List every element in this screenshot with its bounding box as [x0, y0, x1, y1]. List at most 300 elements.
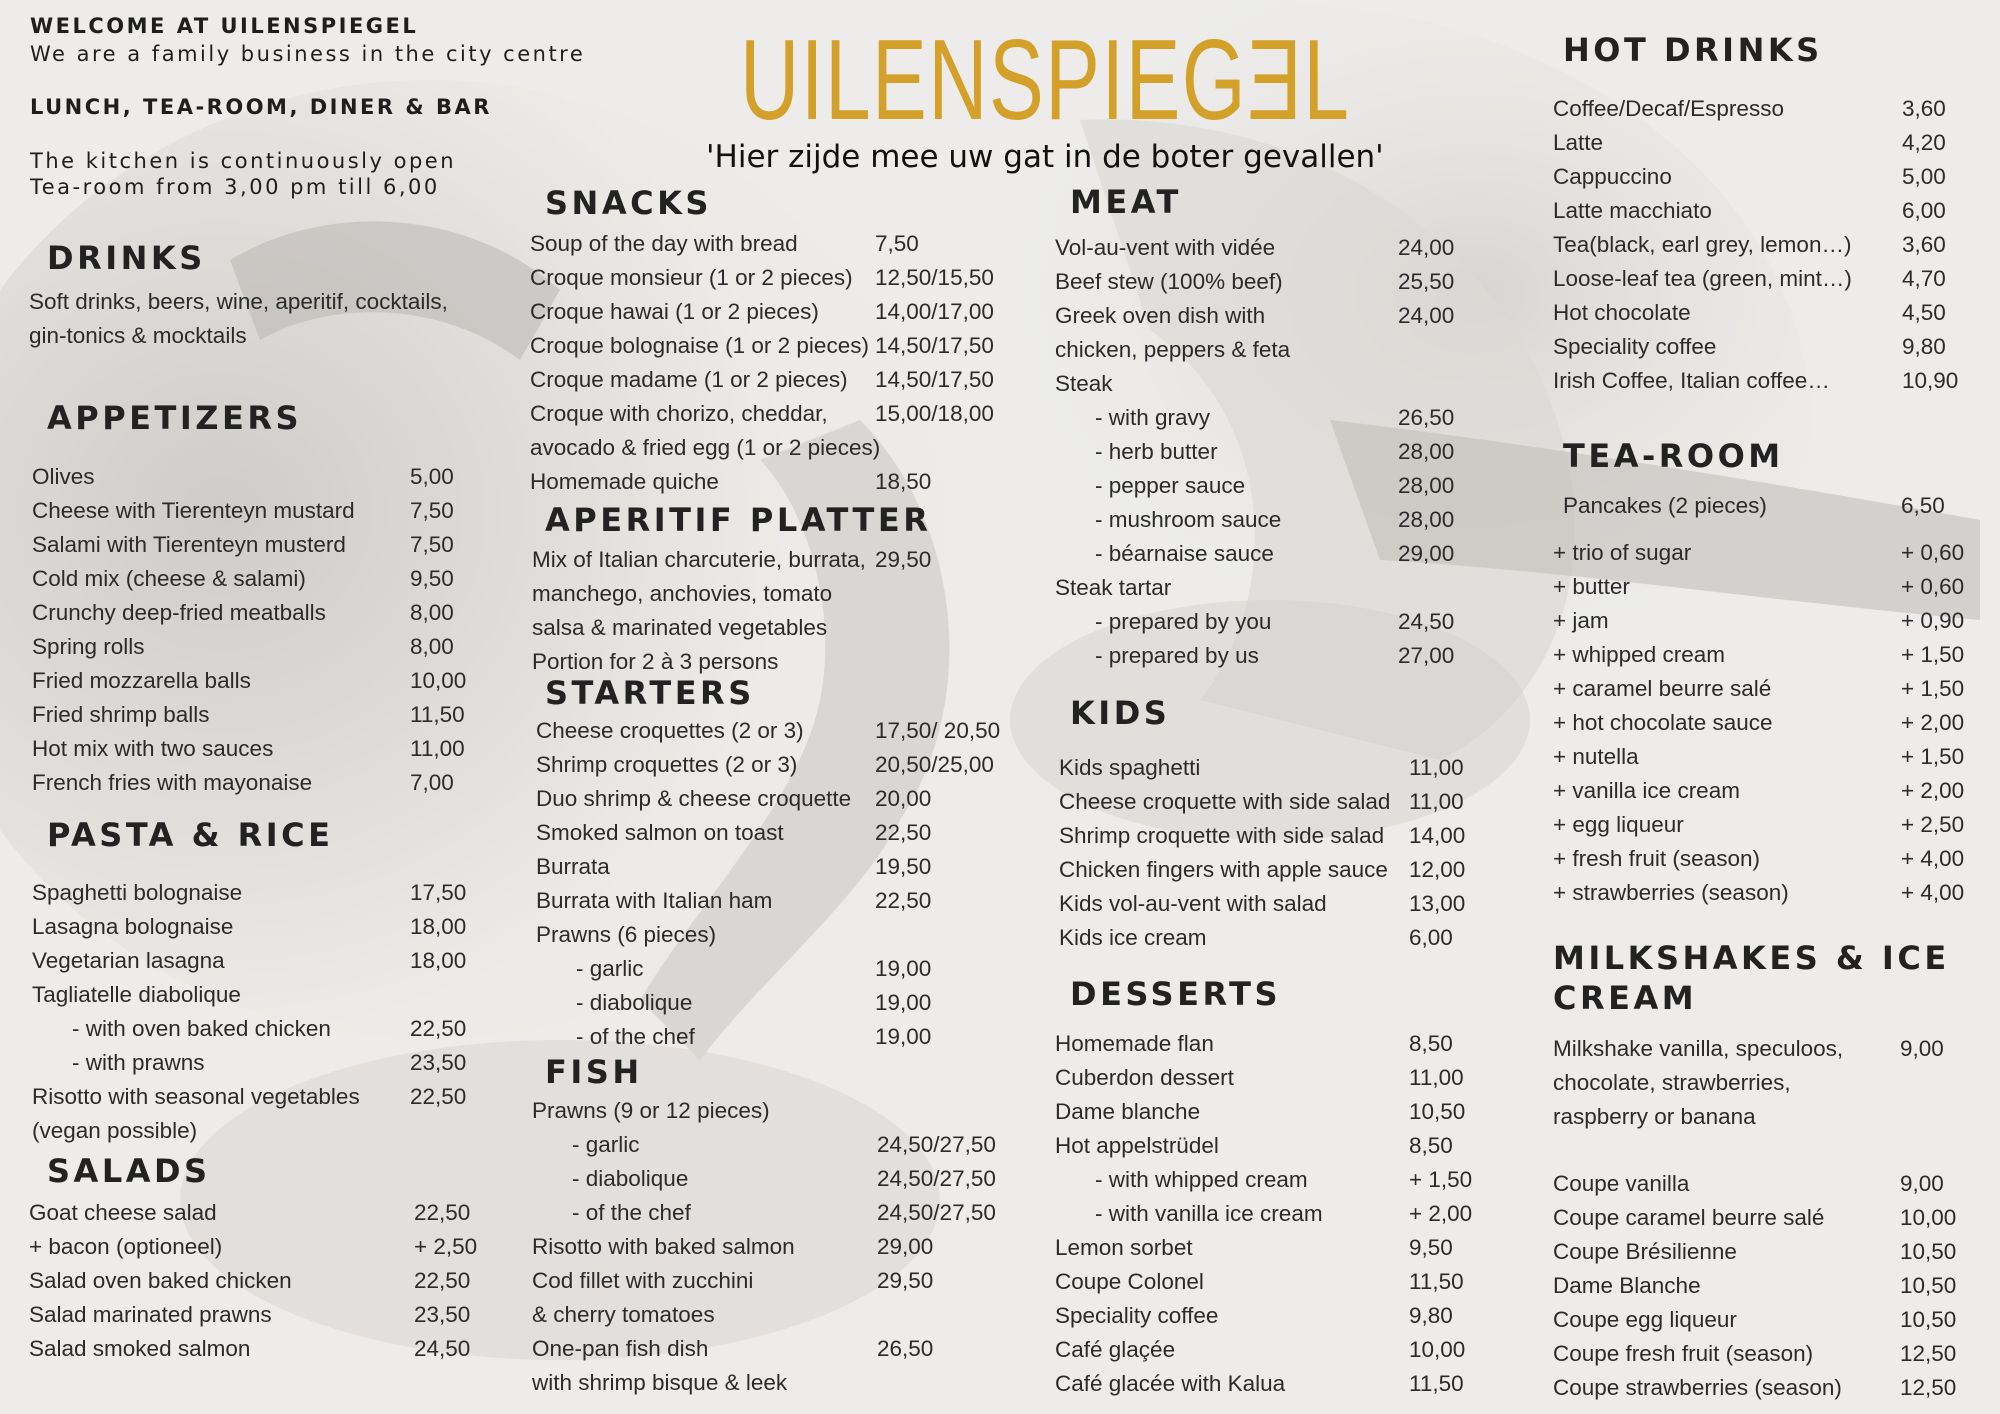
list-item: [1055, 503, 1495, 537]
list-item: [1055, 401, 1495, 435]
item-price: 24,50: [1398, 609, 1455, 634]
item-price: + 1,50: [1901, 642, 1965, 667]
list-item: [532, 1332, 1012, 1366]
list-item: [1553, 126, 1983, 160]
item-price: 11,50: [410, 702, 465, 727]
pancakes-row: [1563, 489, 1983, 523]
list-item: [1553, 194, 1983, 228]
item-name: Latte: [1553, 130, 1604, 155]
item-name: Coupe Colonel: [1055, 1269, 1204, 1294]
item-name: Coupe strawberries (season): [1553, 1375, 1842, 1400]
list-item: [530, 227, 1010, 261]
item-price: 11,00: [1409, 755, 1464, 780]
item-price: 8,50: [1409, 1133, 1453, 1158]
item-name: - garlic: [576, 956, 644, 981]
item-price: 7,50: [875, 231, 919, 256]
item-price: + 2,00: [1901, 778, 1965, 803]
item-price: 29,50: [875, 547, 932, 572]
list-item: [1553, 842, 1988, 876]
list-item: [1553, 1032, 1988, 1066]
meat-heading: MEAT: [1070, 183, 1182, 221]
item-price: 9,00: [1900, 1036, 1944, 1061]
list-item: [32, 910, 472, 944]
item-price: 11,00: [1409, 789, 1464, 814]
snacks-heading: SNACKS: [545, 184, 712, 222]
item-name: Lasagna bolognaise: [32, 914, 234, 939]
list-item: [1055, 1231, 1495, 1265]
item-name: Pancakes (2 pieces): [1563, 493, 1767, 518]
item-price: 18,00: [410, 914, 467, 939]
item-name: Crunchy deep-fried meatballs: [32, 600, 326, 625]
list-item: [1055, 1061, 1495, 1095]
list-item: [1055, 1027, 1495, 1061]
list-item: [532, 577, 1012, 611]
item-price: 25,50: [1398, 269, 1455, 294]
list-item: [32, 732, 472, 766]
tearoom-heading: TEA-ROOM: [1563, 437, 1784, 475]
item-name: (vegan possible): [32, 1118, 198, 1143]
item-price: 29,00: [1398, 541, 1455, 566]
list-item: [1553, 1235, 1988, 1269]
fish-heading: FISH: [545, 1053, 643, 1091]
item-name: - pepper sauce: [1095, 473, 1246, 498]
welcome-heading: WELCOME AT UILENSPIEGEL: [30, 14, 419, 38]
item-price: 6,00: [1902, 198, 1946, 223]
list-item: [1553, 262, 1983, 296]
list-item: [1055, 367, 1495, 401]
item-name: Beef stew (100% beef): [1055, 269, 1283, 294]
item-price: 26,50: [877, 1336, 934, 1361]
item-price: 19,00: [875, 1024, 932, 1049]
item-name: Shrimp croquette with side salad: [1059, 823, 1385, 848]
item-price: 29,50: [877, 1268, 934, 1293]
item-price: 28,00: [1398, 439, 1455, 464]
list-item: [530, 295, 1010, 329]
item-price: 8,00: [410, 634, 454, 659]
list-item: [32, 876, 472, 910]
list-item: [1553, 92, 1983, 126]
item-name: Salad smoked salmon: [29, 1336, 251, 1361]
item-name: Spring rolls: [32, 634, 145, 659]
item-price: 5,00: [1902, 164, 1946, 189]
item-price: 24,50/27,50: [877, 1166, 996, 1191]
item-name: Greek oven dish with: [1055, 303, 1266, 328]
item-price: 5,00: [410, 464, 454, 489]
item-name: Kids spaghetti: [1059, 755, 1201, 780]
item-name: - of the chef: [576, 1024, 695, 1049]
item-name: - with oven baked chicken: [72, 1016, 331, 1041]
item-name: - diabolique: [572, 1166, 689, 1191]
list-item: [1055, 1163, 1495, 1197]
item-price: 6,50: [1901, 493, 1945, 518]
item-price: 18,50: [875, 469, 932, 494]
list-item: [1055, 537, 1495, 571]
item-price: 13,00: [1409, 891, 1466, 916]
item-price: 10,50: [1900, 1273, 1957, 1298]
list-item: [536, 748, 1016, 782]
item-price: 12,00: [1409, 857, 1466, 882]
item-name: + whipped cream: [1553, 642, 1725, 667]
item-name: Steak: [1055, 371, 1113, 396]
item-price: 10,90: [1902, 368, 1959, 393]
item-name: Cuberdon dessert: [1055, 1065, 1234, 1090]
item-name: chocolate, strawberries,: [1553, 1070, 1791, 1095]
list-item: [1553, 706, 1988, 740]
item-price: 10,00: [410, 668, 467, 693]
drinks-heading: DRINKS: [47, 239, 206, 277]
item-price: 8,50: [1409, 1031, 1453, 1056]
list-item: [29, 1332, 479, 1366]
item-name: Lemon sorbet: [1055, 1235, 1193, 1260]
item-name: Homemade quiche: [530, 469, 719, 494]
list-item: [1553, 1201, 1988, 1235]
services-text: LUNCH, TEA-ROOM, DINER & BAR: [30, 95, 492, 119]
list-item: [32, 494, 472, 528]
list-item: [32, 1012, 472, 1046]
item-name: Duo shrimp & cheese croquette: [536, 786, 852, 811]
item-name: Croque bolognaise (1 or 2 pieces): [530, 333, 869, 358]
appetizers-heading: APPETIZERS: [47, 399, 303, 437]
list-item: [1553, 160, 1983, 194]
list-item: [536, 952, 1016, 986]
item-name: Portion for 2 à 3 persons: [532, 649, 779, 674]
item-price: 9,80: [1902, 334, 1946, 359]
item-name: Coupe egg liqueur: [1553, 1307, 1737, 1332]
item-price: 22,50: [875, 820, 932, 845]
item-name: Spaghetti bolognaise: [32, 880, 243, 905]
item-price: 18,00: [410, 948, 467, 973]
starters-heading: STARTERS: [545, 674, 755, 712]
item-name: Irish Coffee, Italian coffee…: [1553, 368, 1830, 393]
list-item: [532, 611, 1012, 645]
item-name: Café glaçée: [1055, 1337, 1176, 1362]
list-item: [536, 714, 1016, 748]
item-name: Goat cheese salad: [29, 1200, 217, 1225]
item-price: + 0,60: [1901, 540, 1965, 565]
item-name: - béarnaise sauce: [1095, 541, 1274, 566]
item-name: Cheese with Tierenteyn mustard: [32, 498, 355, 523]
item-price: + 2,00: [1901, 710, 1965, 735]
item-name: Milkshake vanilla, speculoos,: [1553, 1036, 1844, 1061]
item-name: Dame blanche: [1055, 1099, 1201, 1124]
list-item: [1553, 1303, 1988, 1337]
slogan: 'Hier zijde mee uw gat in de boter gevallen': [706, 139, 1384, 175]
list-item: [1553, 774, 1988, 808]
list-item: [536, 850, 1016, 884]
list-item: [532, 1366, 1012, 1400]
item-name: Croque hawai (1 or 2 pieces): [530, 299, 819, 324]
list-item: [1055, 1095, 1495, 1129]
item-price: 7,50: [410, 498, 454, 523]
item-name: avocado & fried egg (1 or 2 pieces): [530, 435, 881, 460]
list-item: [1553, 296, 1983, 330]
list-item: [32, 596, 472, 630]
item-price: 22,50: [410, 1016, 467, 1041]
item-name: - of the chef: [572, 1200, 691, 1225]
item-price: 22,50: [410, 1084, 467, 1109]
item-name: chicken, peppers & feta: [1055, 337, 1291, 362]
item-name: Homemade flan: [1055, 1031, 1214, 1056]
list-item: [1553, 808, 1988, 842]
drinks-text-line: Soft drinks, beers, wine, aperitif, cocktails,: [29, 289, 448, 314]
item-name: with shrimp bisque & leek: [532, 1370, 788, 1395]
item-price: 28,00: [1398, 507, 1455, 532]
item-name: - prepared by us: [1095, 643, 1259, 668]
item-name: Smoked salmon on toast: [536, 820, 784, 845]
item-name: & cherry tomatoes: [532, 1302, 715, 1327]
coupes-list: [1553, 1167, 1988, 1405]
meat-list: [1055, 231, 1495, 673]
salads-heading: SALADS: [47, 1152, 211, 1190]
list-item: [530, 397, 1010, 431]
item-name: Croque madame (1 or 2 pieces): [530, 367, 848, 392]
item-name: Burrata with Italian ham: [536, 888, 773, 913]
item-price: 28,00: [1398, 473, 1455, 498]
item-price: + 2,00: [1409, 1201, 1473, 1226]
starters-list: [536, 714, 1016, 1054]
list-item: [1553, 330, 1983, 364]
salads-list: [29, 1196, 479, 1366]
item-price: 10,50: [1900, 1307, 1957, 1332]
item-price: 12,50/15,50: [875, 265, 994, 290]
item-name: + egg liqueur: [1553, 812, 1684, 837]
item-name: Hot appelstrüdel: [1055, 1133, 1219, 1158]
item-price: 11,50: [1409, 1269, 1464, 1294]
item-price: + 1,50: [1409, 1167, 1473, 1192]
item-price: 14,00: [1409, 823, 1466, 848]
item-price: + 0,90: [1901, 608, 1965, 633]
item-name: + jam: [1553, 608, 1609, 633]
item-price: 19,50: [875, 854, 932, 879]
item-name: Chicken fingers with apple sauce: [1059, 857, 1388, 882]
item-price: + 0,60: [1901, 574, 1965, 599]
hot-drinks-heading: HOT DRINKS: [1563, 31, 1823, 69]
item-price: 6,00: [1409, 925, 1453, 950]
item-name: Dame Blanche: [1553, 1273, 1701, 1298]
list-item: [1055, 299, 1495, 333]
item-name: Mix of Italian charcuterie, burrata,: [532, 547, 866, 572]
item-price: 12,50: [1900, 1341, 1957, 1366]
item-name: Risotto with baked salmon: [532, 1234, 795, 1259]
item-name: - with whipped cream: [1095, 1167, 1308, 1192]
item-price: 14,00/17,00: [875, 299, 994, 324]
list-item: [1055, 231, 1495, 265]
item-price: 7,00: [410, 770, 454, 795]
item-price: 9,80: [1409, 1303, 1453, 1328]
list-item: [532, 1230, 1012, 1264]
item-price: + 4,00: [1901, 846, 1965, 871]
item-price: 17,50/ 20,50: [875, 718, 1001, 743]
item-name: Vegetarian lasagna: [32, 948, 225, 973]
list-item: [1055, 1129, 1495, 1163]
item-price: 24,00: [1398, 235, 1455, 260]
item-price: 4,20: [1902, 130, 1946, 155]
list-item: [1055, 1197, 1495, 1231]
snacks-list: [530, 227, 1010, 499]
item-name: - with gravy: [1095, 405, 1211, 430]
item-name: Salami with Tierenteyn musterd: [32, 532, 346, 557]
list-item: [32, 630, 472, 664]
kids-heading: KIDS: [1070, 694, 1171, 732]
item-name: + bacon (optioneel): [29, 1234, 223, 1259]
list-item: [29, 1298, 479, 1332]
item-price: 26,50: [1398, 405, 1455, 430]
list-item: [32, 766, 472, 800]
item-price: 10,50: [1409, 1099, 1466, 1124]
item-name: + trio of sugar: [1553, 540, 1692, 565]
item-name: - with prawns: [72, 1050, 205, 1075]
list-item: [536, 1020, 1016, 1054]
item-price: + 1,50: [1901, 744, 1965, 769]
list-item: [1553, 876, 1988, 910]
item-name: Soup of the day with bread: [530, 231, 798, 256]
list-item: [32, 528, 472, 562]
list-item: [536, 884, 1016, 918]
item-price: 15,00/18,00: [875, 401, 994, 426]
restaurant-logo: UILENSPIEGƎL: [740, 17, 1351, 144]
item-name: + nutella: [1553, 744, 1639, 769]
kids-list: [1059, 751, 1499, 955]
item-price: 10,00: [1900, 1205, 1957, 1230]
list-item: [32, 1114, 472, 1148]
list-item: [1553, 536, 1988, 570]
item-name: Risotto with seasonal vegetables: [32, 1084, 360, 1109]
list-item: [32, 1046, 472, 1080]
item-price: 29,00: [877, 1234, 934, 1259]
item-name: Prawns (6 pieces): [536, 922, 717, 947]
list-item: [1553, 1269, 1988, 1303]
item-price: 20,00: [875, 786, 932, 811]
desserts-list: [1055, 1027, 1495, 1401]
item-price: 9,50: [410, 566, 454, 591]
item-name: Coupe fresh fruit (season): [1553, 1341, 1814, 1366]
item-price: 23,50: [414, 1302, 471, 1327]
desserts-heading: DESSERTS: [1070, 975, 1282, 1013]
list-item: [532, 1094, 1012, 1128]
list-item: [532, 1196, 1012, 1230]
item-name: Burrata: [536, 854, 610, 879]
item-price: 14,50/17,50: [875, 367, 994, 392]
item-price: 3,60: [1902, 232, 1946, 257]
item-name: + strawberries (season): [1553, 880, 1789, 905]
list-item: [1553, 570, 1988, 604]
list-item: [32, 698, 472, 732]
item-price: 22,50: [414, 1200, 471, 1225]
list-item: [1055, 469, 1495, 503]
list-item: [530, 329, 1010, 363]
tearoom-hours-text: Tea-room from 3,00 pm till 6,00: [30, 175, 440, 199]
list-item: [1553, 1371, 1988, 1405]
item-name: - prepared by you: [1095, 609, 1272, 634]
list-item: [29, 1264, 479, 1298]
list-item: [32, 664, 472, 698]
list-item: [532, 1162, 1012, 1196]
item-name: Tagliatelle diabolique: [32, 982, 241, 1007]
list-item: [536, 816, 1016, 850]
item-name: + butter: [1553, 574, 1630, 599]
item-price: 4,70: [1902, 266, 1946, 291]
item-name: Steak tartar: [1055, 575, 1172, 600]
list-item: [532, 1264, 1012, 1298]
item-price: 24,00: [1398, 303, 1455, 328]
list-item: [32, 562, 472, 596]
pasta-rice-list: [32, 876, 472, 1148]
item-price: + 1,50: [1901, 676, 1965, 701]
aperitif-platter-heading: APERITIF PLATTER: [545, 501, 932, 539]
family-business-text: We are a family business in the city centre: [30, 42, 586, 66]
item-name: - herb butter: [1095, 439, 1218, 464]
list-item: [1553, 1167, 1988, 1201]
kitchen-hours-text: The kitchen is continuously open: [30, 149, 457, 173]
item-name: Olives: [32, 464, 95, 489]
list-item: [32, 460, 472, 494]
item-name: Cheese croquettes (2 or 3): [536, 718, 804, 743]
item-price: 12,50: [1900, 1375, 1957, 1400]
list-item: [1055, 639, 1495, 673]
item-price: 10,50: [1900, 1239, 1957, 1264]
item-name: raspberry or banana: [1553, 1104, 1756, 1129]
list-item: [1059, 785, 1499, 819]
list-item: [530, 465, 1010, 499]
list-item: [536, 782, 1016, 816]
item-name: Salad oven baked chicken: [29, 1268, 292, 1293]
item-price: 9,50: [1409, 1235, 1453, 1260]
item-name: Speciality coffee: [1553, 334, 1717, 359]
item-name: Speciality coffee: [1055, 1303, 1219, 1328]
item-name: - diabolique: [576, 990, 693, 1015]
list-item: [1059, 887, 1499, 921]
item-price: 3,60: [1902, 96, 1946, 121]
list-item: [530, 261, 1010, 295]
list-item: [1055, 333, 1495, 367]
list-item: [1059, 853, 1499, 887]
item-name: Vol-au-vent with vidée: [1055, 235, 1276, 260]
item-name: + caramel beurre salé: [1553, 676, 1772, 701]
item-price: 23,50: [410, 1050, 467, 1075]
item-name: French fries with mayonaise: [32, 770, 313, 795]
item-name: Loose-leaf tea (green, mint…): [1553, 266, 1852, 291]
milkshake-block: [1553, 1032, 1988, 1134]
list-item: [1055, 265, 1495, 299]
item-price: + 2,50: [414, 1234, 478, 1259]
item-name: Hot mix with two sauces: [32, 736, 274, 761]
item-name: manchego, anchovies, tomato: [532, 581, 833, 606]
list-item: [1553, 1337, 1988, 1371]
list-item: [1055, 571, 1495, 605]
drinks-text-line: gin-tonics & mocktails: [29, 323, 247, 348]
list-item: [1059, 819, 1499, 853]
item-price: 11,50: [1409, 1371, 1464, 1396]
item-name: Tea(black, earl grey, lemon…): [1553, 232, 1852, 257]
item-name: Fried mozzarella balls: [32, 668, 251, 693]
item-name: One-pan fish dish: [532, 1336, 709, 1361]
list-item: [1055, 605, 1495, 639]
list-item: [1055, 1265, 1495, 1299]
list-item: [1059, 921, 1499, 955]
item-price: 20,50/25,00: [875, 752, 994, 777]
hot-drinks-list: [1553, 92, 1983, 398]
item-name: Cheese croquette with side salad: [1059, 789, 1391, 814]
list-item: [530, 363, 1010, 397]
list-item: [29, 1196, 479, 1230]
list-item: [532, 1298, 1012, 1332]
item-price: 10,00: [1409, 1337, 1466, 1362]
item-price: 4,50: [1902, 300, 1946, 325]
item-name: + vanilla ice cream: [1553, 778, 1740, 803]
item-price: + 4,00: [1901, 880, 1965, 905]
list-item: [1553, 1066, 1988, 1100]
list-item: [1553, 228, 1983, 262]
